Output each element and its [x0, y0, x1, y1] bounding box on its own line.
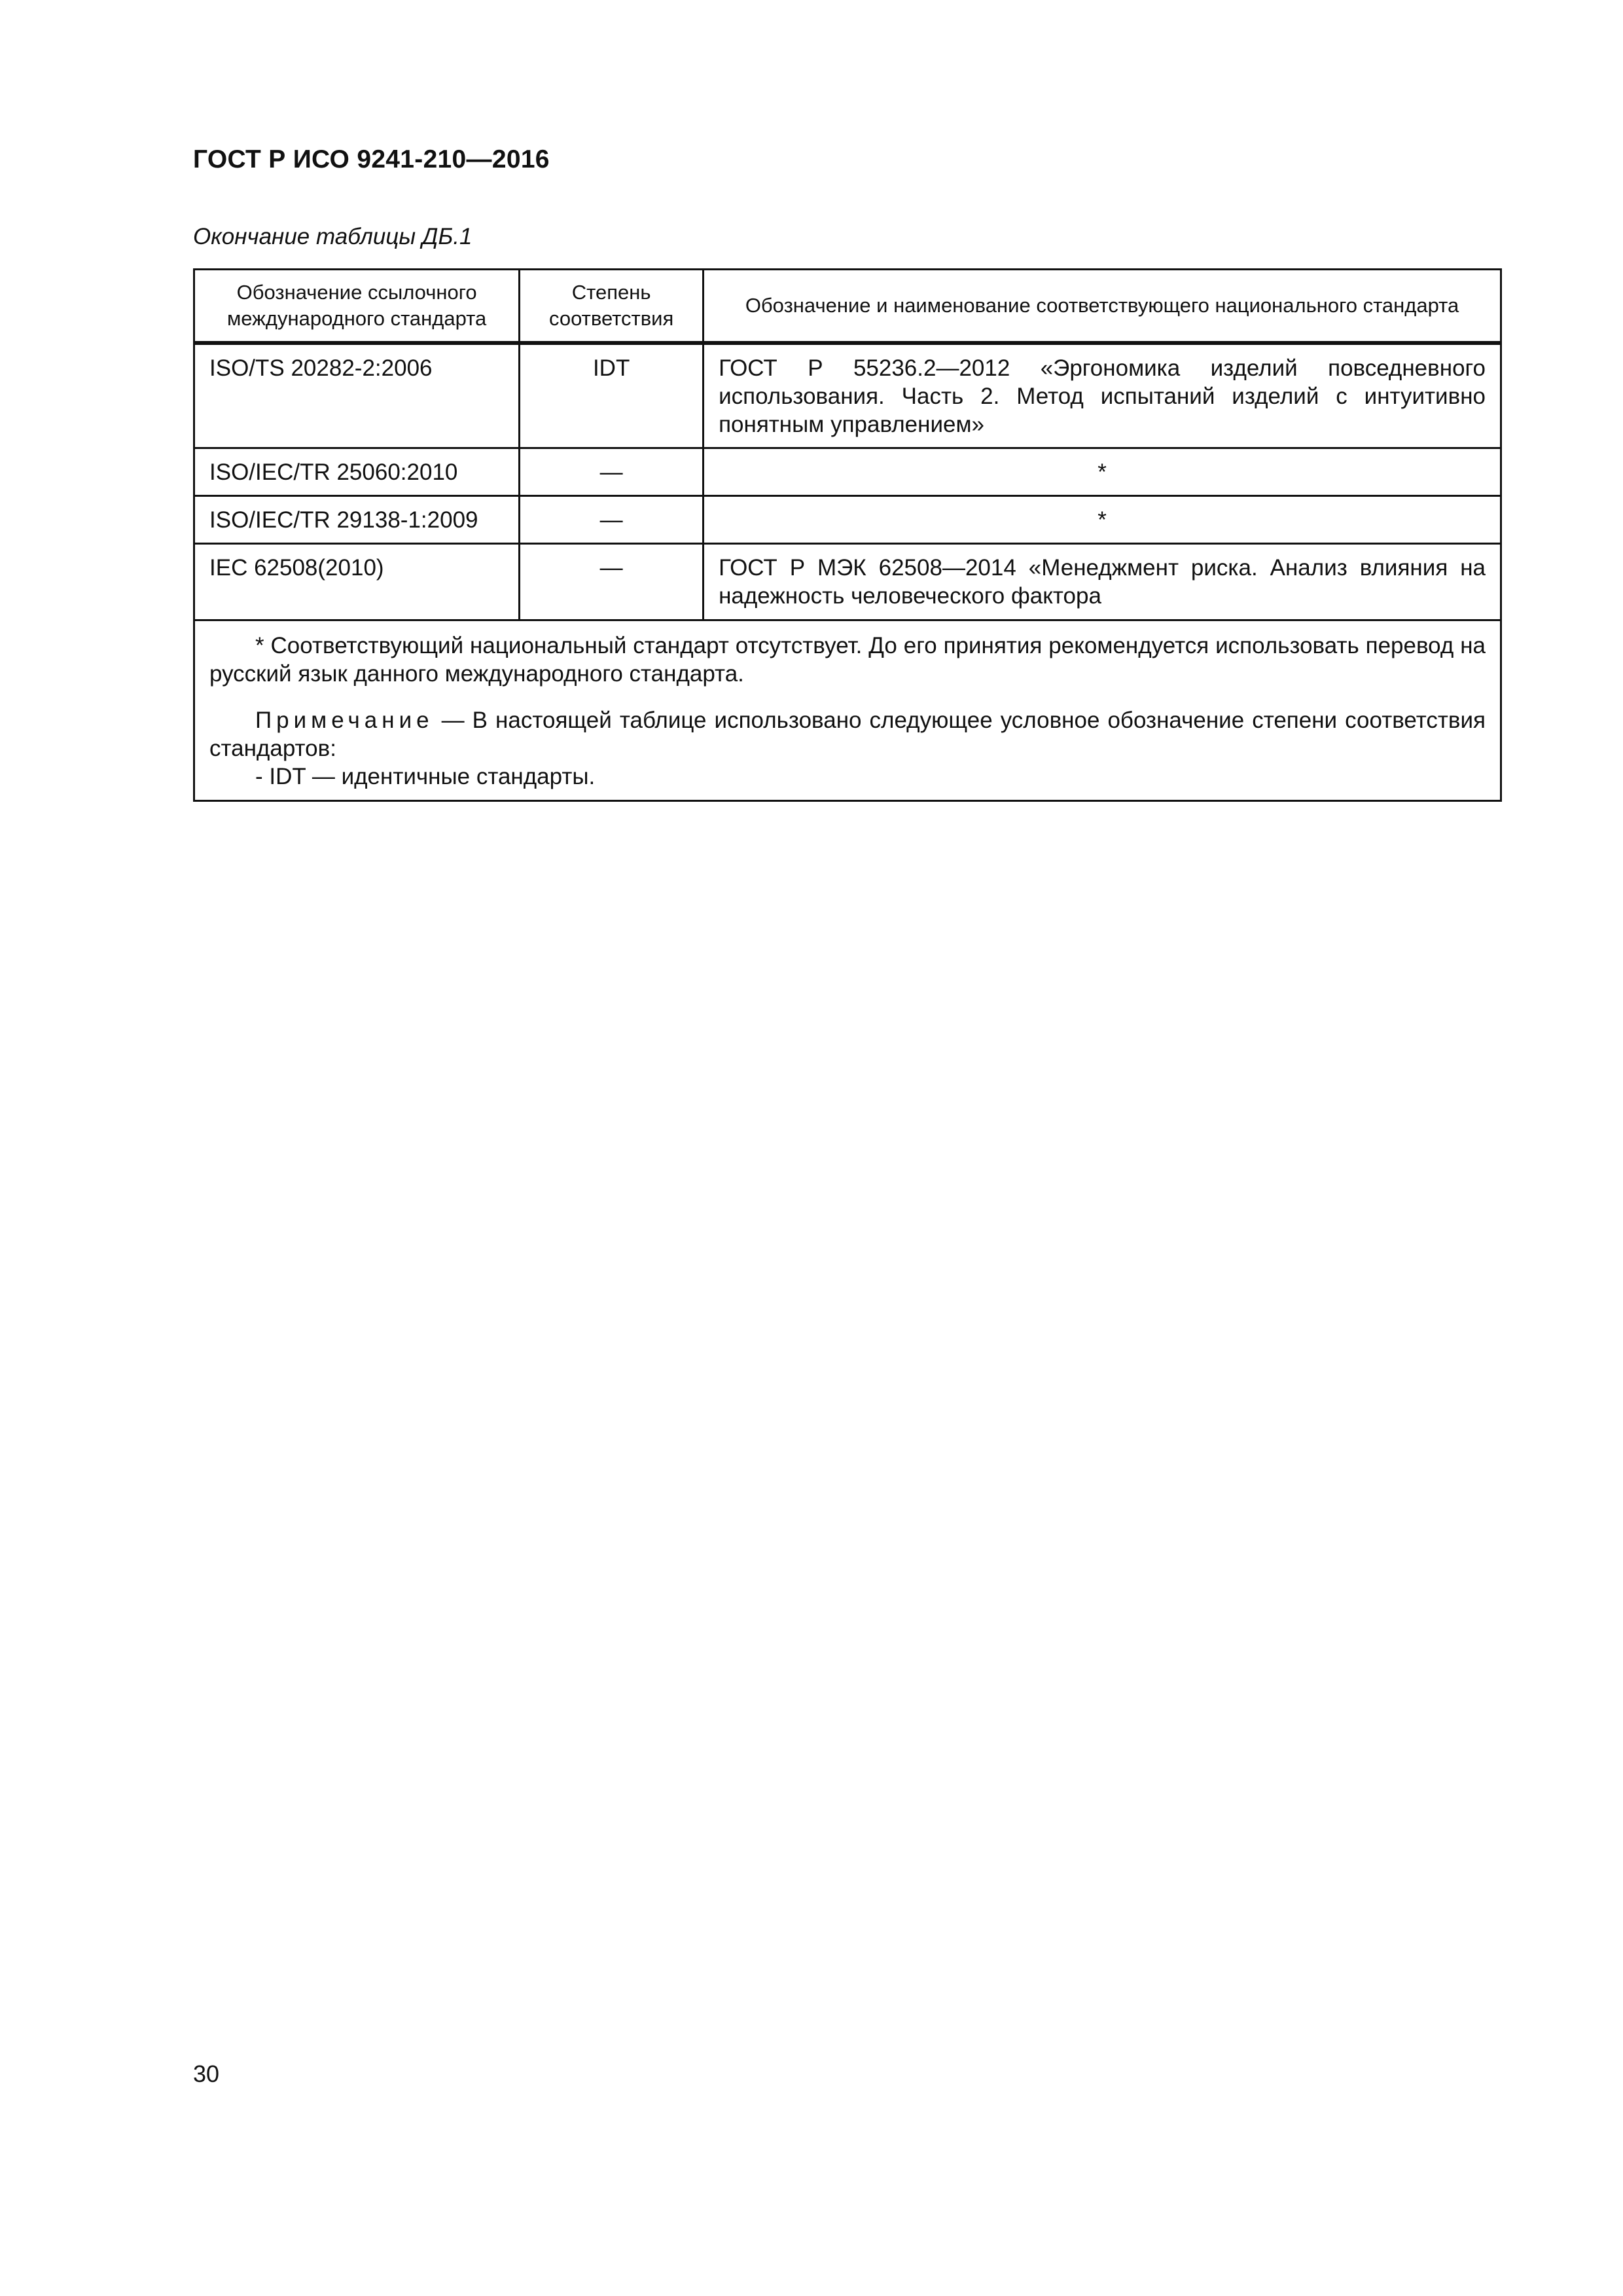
table-header-row [194, 270, 1501, 344]
column-header-reference-standard: Обозначение ссылочного международного стандарта [194, 270, 520, 344]
standards-correspondence-table [193, 268, 1502, 802]
cell-national-standard: ГОСТ Р 55236.2—2012 «Эргономика изделий повседневного использования. Часть 2. Метод испытаний изделий с интуитивно понятным управлением» [704, 343, 1501, 448]
note-text: — В настоящей таблице использовано следующее условное обозначение степени соответствия стандартов: [209, 707, 1486, 761]
table-notes-row [194, 620, 1501, 800]
cell-national-standard: * [704, 448, 1501, 495]
note-list-item: - IDT — идентичные стандарты. [255, 763, 596, 789]
column-header-national-standard: Обозначение и наименование соответствующего национального стандарта [704, 270, 1501, 344]
table-notes-cell [194, 620, 1501, 800]
table-note [209, 706, 1486, 762]
cell-degree: — [520, 448, 704, 495]
document-standard-id: ГОСТ Р ИСО 9241-210—2016 [193, 145, 550, 173]
cell-reference-standard: ISO/TS 20282-2:2006 [194, 343, 520, 448]
table-row [194, 543, 1501, 620]
cell-reference-standard: ISO/IEC/TR 29138-1:2009 [194, 495, 520, 543]
note-spacer [209, 688, 1486, 706]
table-footnote: * Соответствующий национальный стандарт отсутствует. До его принятия рекомендуется использовать перевод на русский язык данного международного стандарта. [209, 632, 1486, 687]
cell-national-standard: ГОСТ Р МЭК 62508—2014 «Менеджмент риска. Анализ влияния на надежность человеческого фактора [704, 543, 1501, 620]
cell-degree: IDT [520, 343, 704, 448]
table-row [194, 448, 1501, 495]
cell-degree: — [520, 495, 704, 543]
cell-reference-standard: ISO/IEC/TR 25060:2010 [194, 448, 520, 495]
cell-reference-standard: IEC 62508(2010) [194, 543, 520, 620]
table-caption: Окончание таблицы ДБ.1 [193, 224, 473, 249]
column-header-degree: Степень соответствия [520, 270, 704, 344]
table-row [194, 343, 1501, 448]
cell-national-standard: * [704, 495, 1501, 543]
cell-degree: — [520, 543, 704, 620]
table-row [194, 495, 1501, 543]
note-label: Примечание [255, 707, 434, 733]
page-number: 30 [193, 2060, 220, 2087]
